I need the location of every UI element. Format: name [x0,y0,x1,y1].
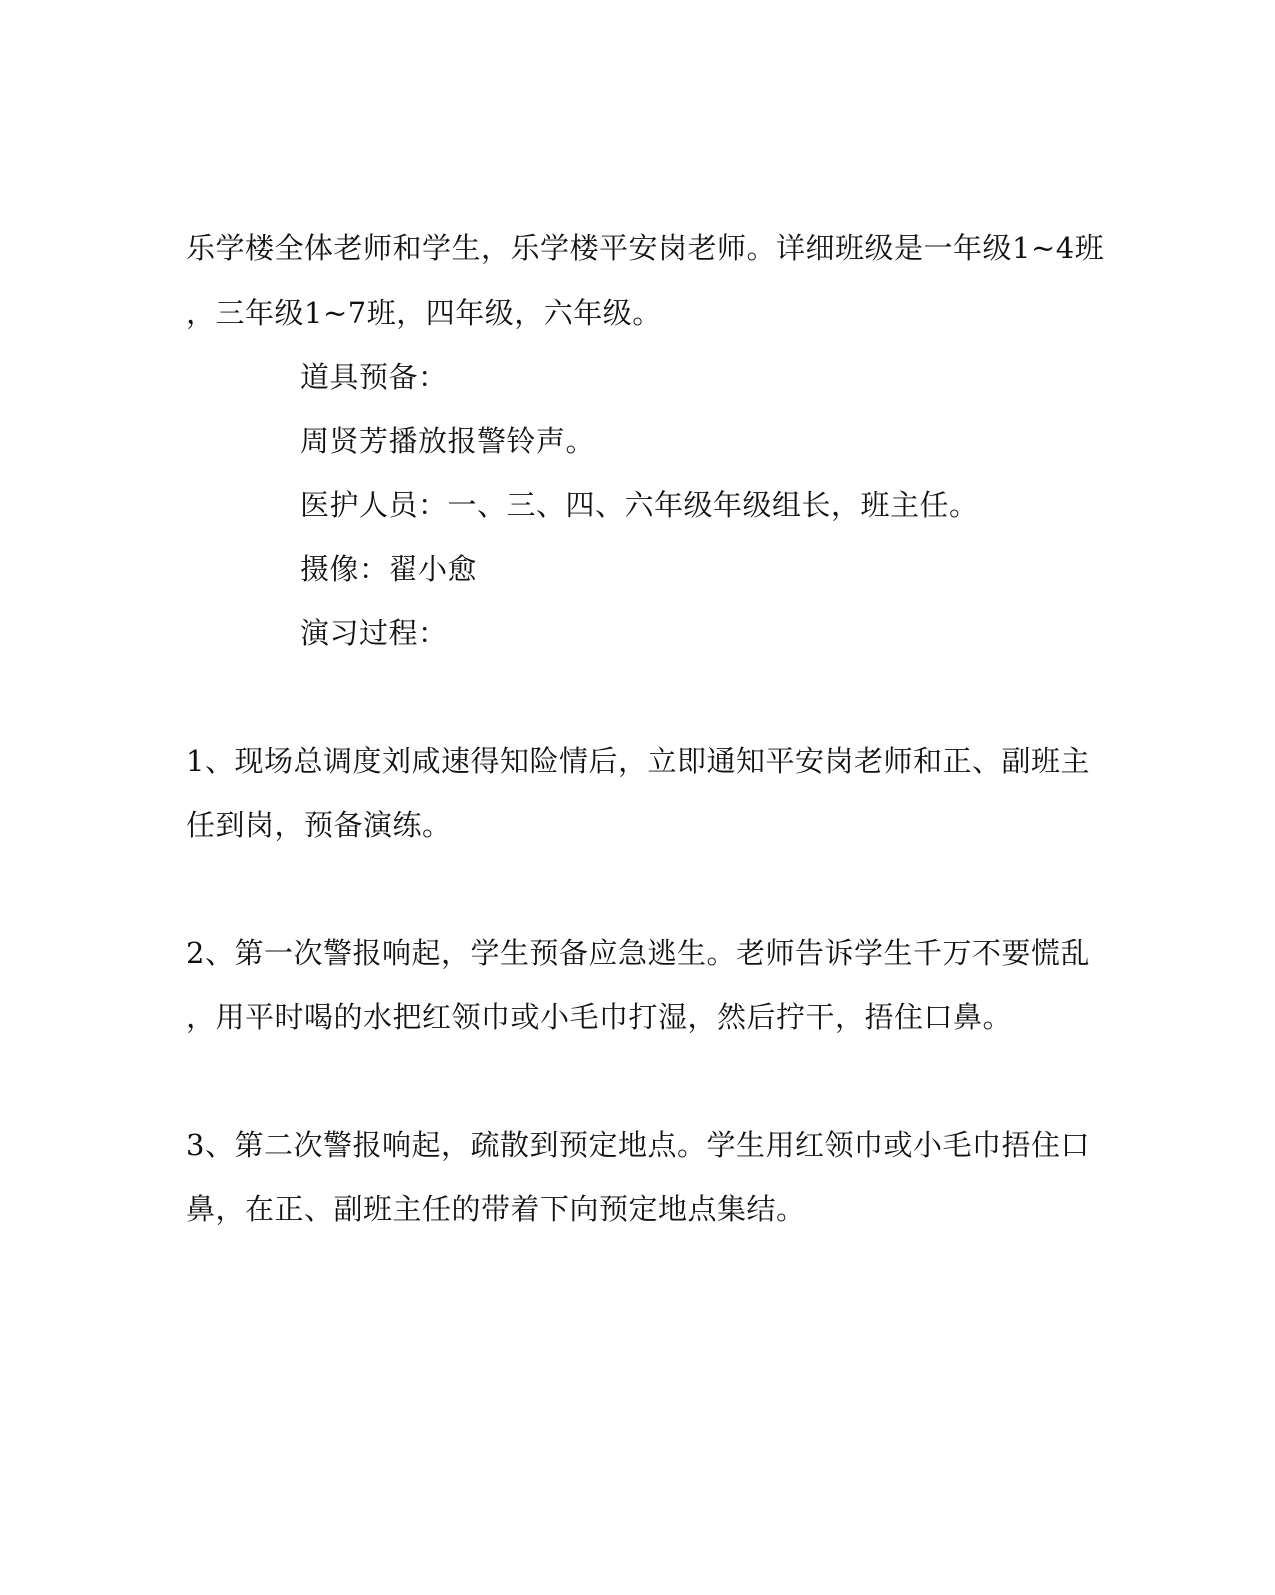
step-1-line-1: 1、现场总调度刘咸速得知险情后，立即通知平安岗老师和正、副班主 [186,744,1090,778]
step-3-line-1: 3、第二次警报响起，疏散到预定地点。学生用红领巾或小毛巾捂住口 [186,1128,1090,1162]
step-2-line-1: 2、第一次警报响起，学生预备应急逃生。老师告诉学生千万不要慌乱 [186,936,1090,970]
alarm-operator: 周贤芳播放报警铃声。 [300,424,596,458]
step-1-line-2: 任到岗，预备演练。 [186,808,452,842]
camera-operator: 摄像：翟小愈 [300,552,478,586]
step-2-line-2: ，用平时喝的水把红领巾或小毛巾打湿，然后拧干，捂住口鼻。 [186,1000,1013,1034]
drill-process-heading: 演习过程： [300,616,448,650]
paragraph-participants-line-2: ，三年级1~7班，四年级，六年级。 [186,296,662,330]
step-3-line-2: 鼻，在正、副班主任的带着下向预定地点集结。 [186,1192,806,1226]
props-heading: 道具预备： [300,360,448,394]
paragraph-participants-line-1: 乐学楼全体老师和学生，乐学楼平安岗老师。详细班级是一年级1~4班 [186,231,1105,265]
medical-staff: 医护人员：一、三、四、六年级年级组长，班主任。 [300,488,979,522]
